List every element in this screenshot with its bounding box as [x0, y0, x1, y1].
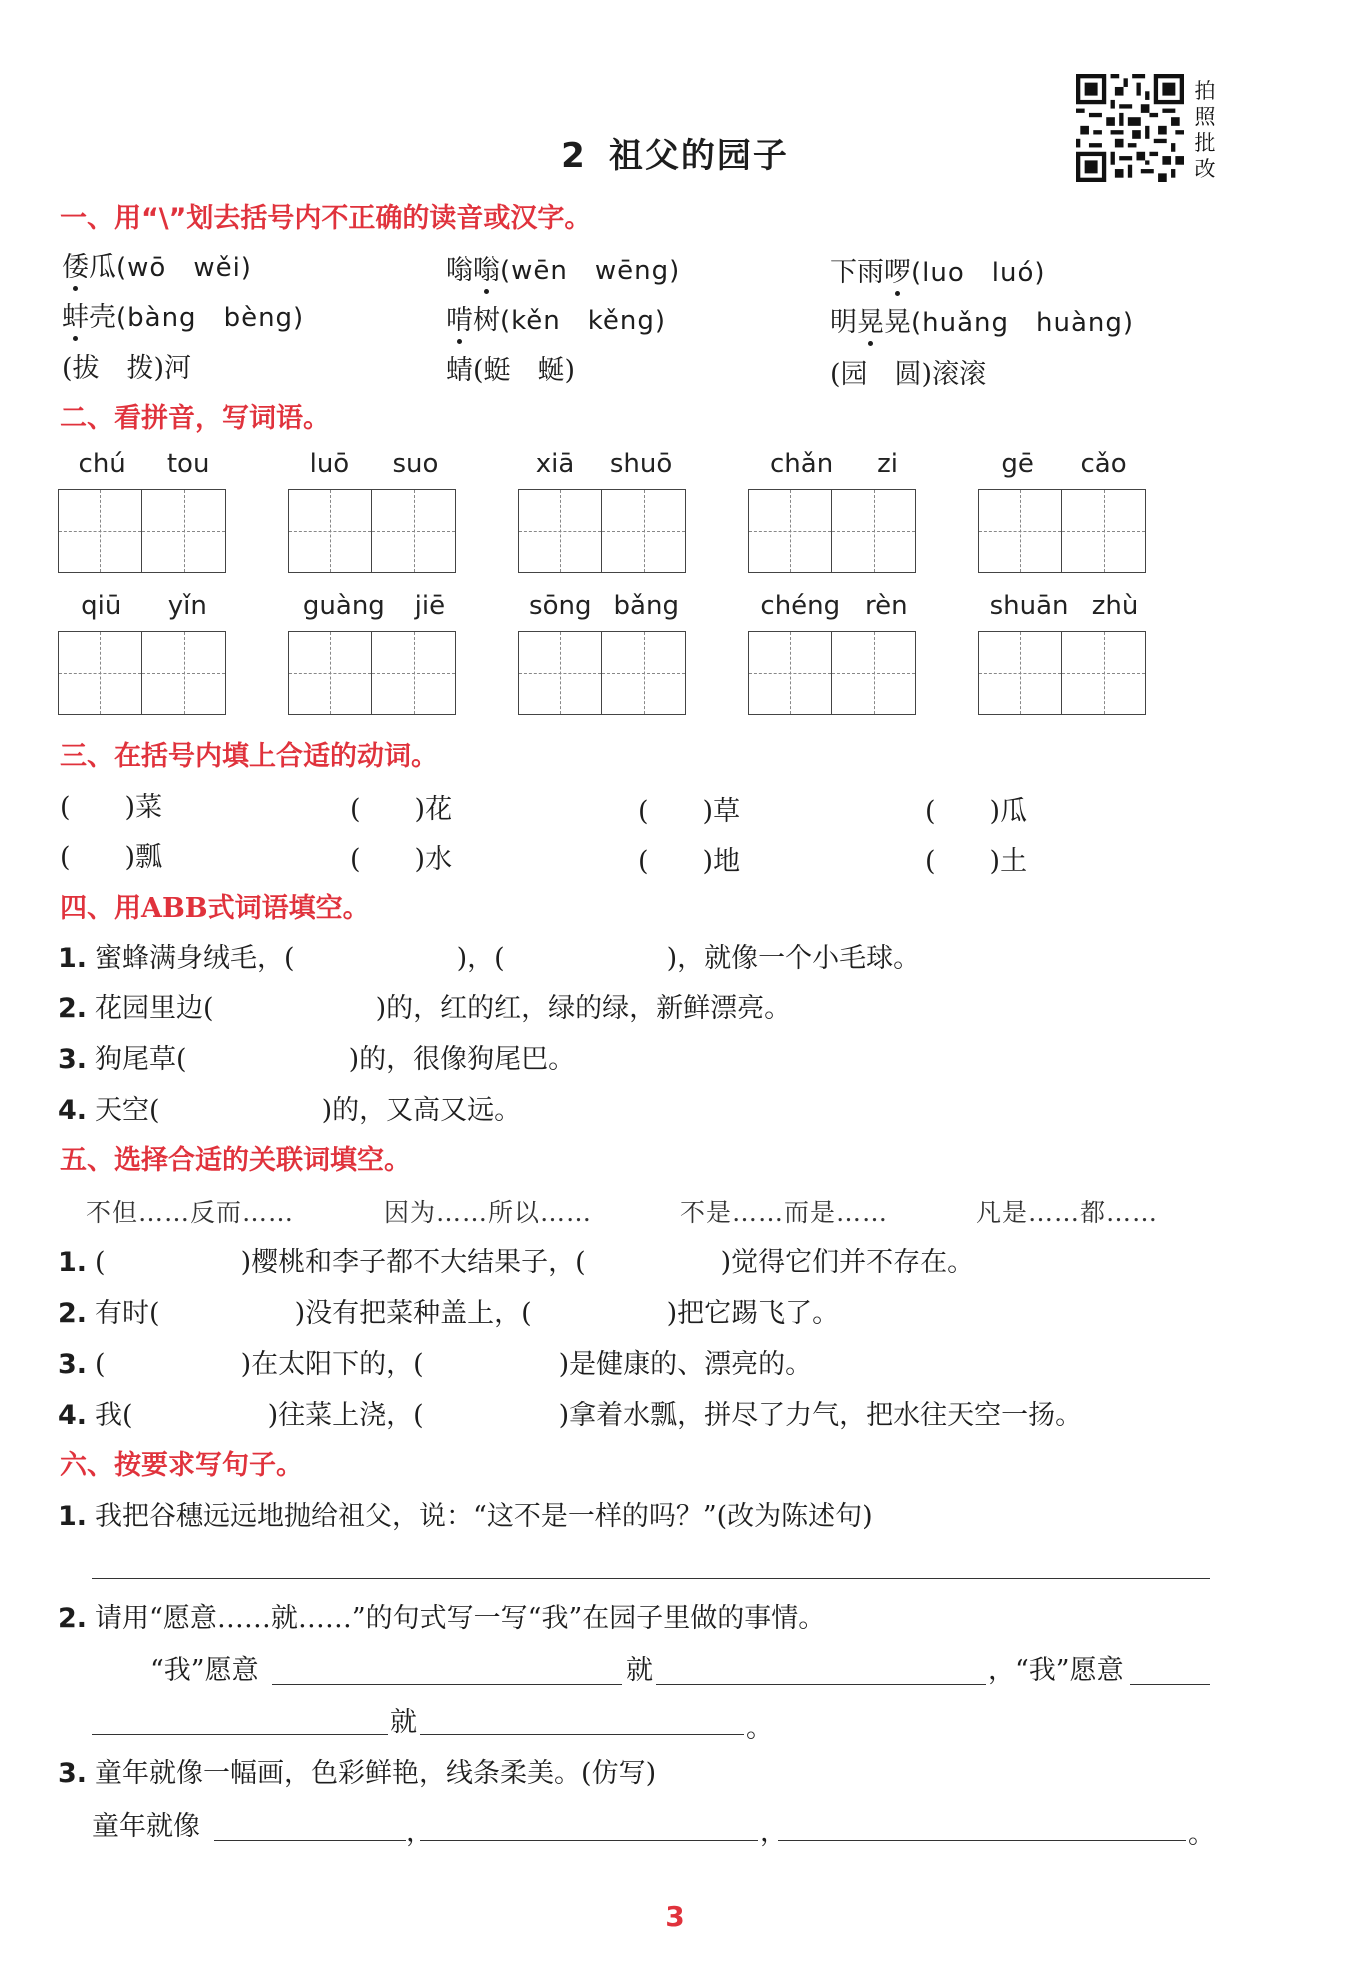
pinyin-syllable: shuān	[989, 591, 1069, 621]
tianzige-box[interactable]	[978, 489, 1062, 573]
s6-q2-blank-4[interactable]	[92, 1734, 388, 1735]
s1-item-1: 倭瓜(wō wěi)	[62, 245, 252, 284]
s6-q3-blank-2[interactable]	[420, 1840, 758, 1841]
s1-item-8: 蜻(蜓 蜒)	[446, 355, 576, 386]
pinyin-group	[518, 591, 690, 715]
tianzige-box[interactable]	[1062, 631, 1146, 715]
pinyin-label	[748, 591, 920, 625]
pinyin-syllable: zhù	[1091, 591, 1139, 621]
s6-q2-word-3: ，“我”愿意	[988, 1655, 1124, 1686]
connector-option-4: 凡是……都……	[976, 1198, 1159, 1227]
tianzige-box[interactable]	[288, 631, 372, 715]
s6-question-1: 1. 我把谷穗远远地抛给祖父，说：“这不是一样的吗？”(改为陈述句)	[58, 1501, 873, 1532]
tianzige-box[interactable]	[978, 631, 1062, 715]
lesson-number: 2	[561, 136, 587, 176]
tianzige-box[interactable]	[288, 489, 372, 573]
s6-q3-blank-3[interactable]	[778, 1840, 1186, 1841]
s6-q2-word-4: 就	[390, 1707, 417, 1738]
pinyin-label	[288, 449, 460, 483]
qr-photo-grade-label: 拍 照 批 改	[1194, 79, 1216, 181]
pinyin-label	[518, 449, 690, 483]
pinyin-group	[58, 449, 230, 573]
pinyin-syllable: tou	[166, 449, 210, 479]
s6-q3-blank-1[interactable]	[214, 1840, 406, 1841]
pinyin-label	[518, 591, 690, 625]
pinyin-syllable: yǐn	[167, 591, 207, 621]
s6-q3-lead: 童年就像	[92, 1811, 200, 1842]
connector-option-3: 不是……而是……	[680, 1198, 889, 1227]
pinyin-syllable: sōng	[529, 591, 592, 621]
tianzige-box[interactable]	[372, 631, 456, 715]
pinyin-label	[978, 449, 1150, 483]
pinyin-syllable: guàng	[302, 591, 385, 621]
s6-q2-end: 。	[746, 1713, 773, 1744]
s6-q2-blank-5[interactable]	[420, 1734, 744, 1735]
s1-item-7: (拔 拨)河	[62, 353, 192, 384]
s3-item-3[interactable]: ( )草	[638, 796, 741, 827]
pinyin-label	[978, 591, 1150, 625]
pinyin-syllable: chú	[78, 449, 126, 479]
tianzige-box[interactable]	[748, 631, 832, 715]
tianzige-box[interactable]	[832, 631, 916, 715]
s4-question-1[interactable]: 1. 蜜蜂满身绒毛，( )，( )，就像一个小毛球。	[58, 943, 921, 974]
s6-q2-word-2: 就	[626, 1655, 653, 1686]
s3-item-8[interactable]: ( )土	[925, 846, 1028, 877]
tianzige-box[interactable]	[142, 489, 226, 573]
s6-q2-word-1: “我”愿意	[150, 1655, 259, 1686]
pinyin-group	[748, 449, 920, 573]
pinyin-syllable: shuō	[609, 449, 673, 479]
tianzige-box[interactable]	[58, 631, 142, 715]
section-3-heading: 三、在括号内填上合适的动词。	[60, 741, 438, 772]
section-2-heading: 二、看拼音，写词语。	[60, 403, 330, 434]
pinyin-syllable: chǎn	[769, 449, 834, 479]
pinyin-group	[748, 591, 920, 715]
s3-item-7[interactable]: ( )地	[638, 846, 741, 877]
s6-question-2: 2. 请用“愿意……就……”的句式写一写“我”在园子里做的事情。	[58, 1603, 826, 1634]
pinyin-group	[288, 449, 460, 573]
tianzige-box[interactable]	[58, 489, 142, 573]
page-number: 3	[665, 1900, 685, 1933]
s3-item-6[interactable]: ( )水	[350, 844, 453, 875]
s3-item-4[interactable]: ( )瓜	[925, 796, 1028, 827]
tianzige-box[interactable]	[518, 631, 602, 715]
s4-question-2[interactable]: 2. 花园里边( )的，红的红，绿的绿，新鲜漂亮。	[58, 993, 792, 1024]
section-5-heading: 五、选择合适的关联词填空。	[60, 1145, 411, 1176]
s1-item-5: 啃树(kěn kěng)	[446, 298, 666, 337]
s1-item-9: (园 圆)滚滚	[830, 359, 987, 390]
section-6-heading: 六、按要求写句子。	[60, 1450, 303, 1481]
pinyin-label	[58, 591, 230, 625]
pinyin-group	[288, 591, 460, 715]
lesson-title: 祖父的园子	[608, 136, 789, 176]
s4-question-4[interactable]: 4. 天空( )的，又高又远。	[58, 1095, 522, 1126]
pinyin-group	[978, 591, 1150, 715]
pinyin-syllable: zi	[877, 449, 899, 479]
s6-q3-comma-1: ，	[406, 1817, 433, 1848]
s5-question-3[interactable]: 3. ( )在太阳下的，( )是健康的、漂亮的。	[58, 1349, 813, 1380]
s6-q3-comma-2: ，	[760, 1817, 787, 1848]
pinyin-syllable: rèn	[864, 591, 908, 621]
section-1-heading: 一、用“\”划去括号内不正确的读音或汉字。	[60, 203, 592, 234]
pinyin-syllable: luō	[309, 449, 350, 479]
s1-item-3: 下雨啰(luo luó)	[830, 250, 1046, 289]
pinyin-syllable: xiā	[535, 449, 575, 479]
s6-q2-blank-3[interactable]	[1130, 1684, 1210, 1685]
s1-item-2: 嗡嗡(wēn wēng)	[446, 248, 680, 287]
s5-question-4[interactable]: 4. 我( )往菜上浇，( )拿着水瓢，拼尽了力气，把水往天空一扬。	[58, 1400, 1083, 1431]
s3-item-5[interactable]: ( )瓢	[60, 842, 163, 873]
pinyin-syllable: jiē	[414, 591, 446, 621]
pinyin-syllable: gē	[1001, 449, 1034, 479]
pinyin-label	[748, 449, 920, 483]
pinyin-syllable: bǎng	[613, 591, 679, 621]
qr-code-icon[interactable]	[1076, 74, 1184, 182]
s5-question-2[interactable]: 2. 有时( )没有把菜种盖上，( )把它踢飞了。	[58, 1298, 840, 1329]
s6-q2-blank-1[interactable]	[272, 1684, 622, 1685]
pinyin-group	[518, 449, 690, 573]
pinyin-label	[288, 591, 460, 625]
tianzige-box[interactable]	[372, 489, 456, 573]
s3-item-2[interactable]: ( )花	[350, 794, 453, 825]
section-4-heading: 四、用ABB式词语填空。	[60, 893, 370, 924]
pinyin-syllable: cǎo	[1080, 449, 1127, 479]
s6-question-3: 3. 童年就像一幅画，色彩鲜艳，线条柔美。(仿写)	[58, 1758, 657, 1789]
s1-item-4: 蚌壳(bàng bèng)	[62, 295, 304, 334]
s6-q3-end: 。	[1188, 1819, 1215, 1850]
connector-option-1: 不但……反而……	[86, 1198, 295, 1227]
tianzige-box[interactable]	[748, 489, 832, 573]
tianzige-box[interactable]	[1062, 489, 1146, 573]
tianzige-box[interactable]	[832, 489, 916, 573]
s6-q2-blank-2[interactable]	[656, 1684, 986, 1685]
tianzige-box[interactable]	[602, 489, 686, 573]
pinyin-syllable: suo	[392, 449, 439, 479]
connector-option-2: 因为……所以……	[384, 1198, 593, 1227]
s3-item-1[interactable]: ( )菜	[60, 792, 163, 823]
pinyin-group	[58, 591, 230, 715]
tianzige-box[interactable]	[142, 631, 226, 715]
pinyin-group	[978, 449, 1150, 573]
s4-question-3[interactable]: 3. 狗尾草( )的，很像狗尾巴。	[58, 1044, 576, 1075]
pinyin-label	[58, 449, 230, 483]
s1-item-6: 明晃晃(huǎng huàng)	[830, 300, 1134, 339]
tianzige-box[interactable]	[518, 489, 602, 573]
pinyin-syllable: qiū	[81, 591, 122, 621]
s5-question-1[interactable]: 1. ( )樱桃和李子都不大结果子，( )觉得它们并不存在。	[58, 1247, 975, 1278]
s6-q1-answer-line[interactable]	[92, 1578, 1210, 1579]
tianzige-box[interactable]	[602, 631, 686, 715]
pinyin-syllable: chéng	[760, 591, 841, 621]
